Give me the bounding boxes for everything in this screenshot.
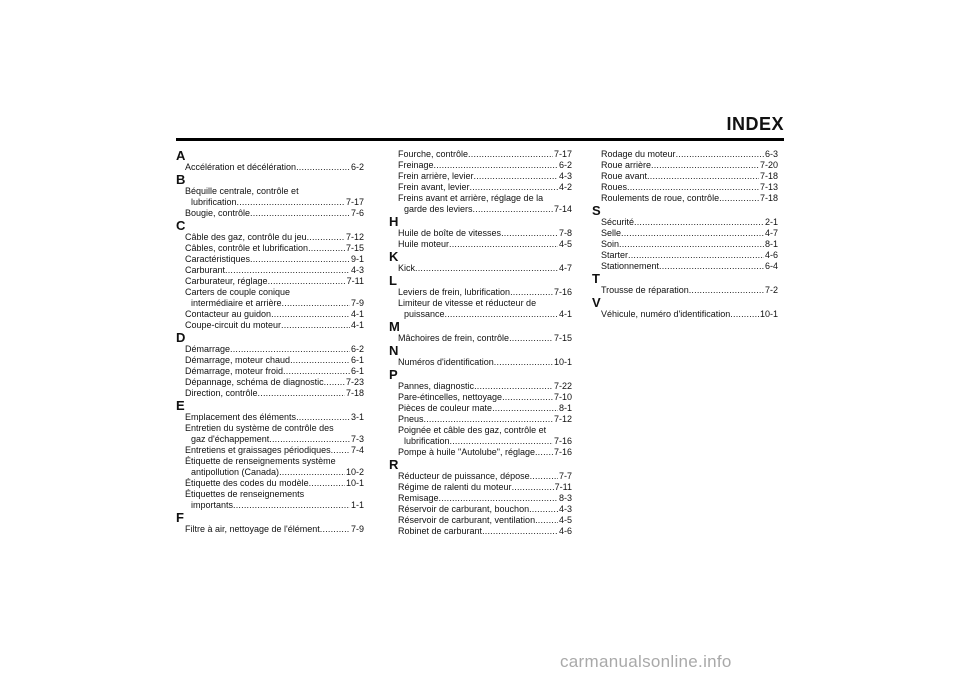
dot-leader [719, 193, 759, 204]
index-entry-text: Mâchoires de frein, contrôle [398, 333, 510, 343]
index-entry [176, 186, 364, 208]
index-entry-page: 8-1 [558, 403, 572, 413]
index-entry [389, 263, 572, 274]
index-entry-page: 4-5 [558, 515, 572, 525]
index-entry-text: Réservoir de carburant, ventilation [398, 515, 536, 525]
index-entry-text: Démarrage, moteur chaud [185, 355, 291, 365]
index-entry-text: Entretiens et graissages périodiques [185, 445, 331, 455]
dot-leader [619, 239, 764, 250]
index-entry-page: 7-22 [553, 381, 572, 391]
index-entry-text: intermédiaire et arrière [191, 298, 282, 308]
index-column-2 [389, 149, 572, 537]
index-entry-text: Starter [601, 250, 629, 260]
dot-leader [535, 447, 553, 458]
index-entry-text: Freinage [398, 160, 434, 170]
dot-leader [331, 445, 350, 456]
index-entry-page: 7-16 [553, 287, 572, 297]
index-entry-page: 4-6 [764, 250, 778, 260]
index-entry-page: 6-1 [350, 366, 364, 376]
index-letter-r: R [389, 457, 399, 472]
index-entry [592, 149, 778, 160]
dot-leader [676, 149, 764, 160]
index-entry-page: 1-1 [350, 500, 364, 510]
index-letter-e: E [176, 398, 185, 413]
index-entry-text: lubrification [404, 436, 450, 446]
index-entry [389, 298, 572, 320]
index-entry-text: Pare-étincelles, nettoyage [398, 392, 503, 402]
index-entry [592, 160, 778, 171]
index-entry-text: Contacteur au guidon [185, 309, 272, 319]
dot-leader [250, 254, 350, 265]
index-entry [389, 504, 572, 515]
dot-leader [258, 388, 345, 399]
index-entry-text: Carburateur, réglage [185, 276, 268, 286]
dot-leader [434, 160, 558, 171]
index-entry [592, 285, 778, 296]
dot-leader [621, 228, 764, 239]
index-entry-text: Câbles, contrôle et lubrification [185, 243, 309, 253]
index-entry-text: lubrification [191, 197, 237, 207]
index-entry-text: Frein arrière, levier [398, 171, 474, 181]
index-entry [176, 456, 364, 478]
dot-leader [308, 243, 345, 254]
index-letter-p: P [389, 367, 398, 382]
index-entry-line: Étiquette de renseignements système [185, 456, 336, 466]
index-entry-text: Filtre à air, nettoyage de l'élément [185, 524, 320, 534]
index-entry-page: 10-1 [759, 309, 778, 319]
index-entry-line: Limiteur de vitesse et réducteur de [398, 298, 537, 308]
index-entry-line: Freins avant et arrière, réglage de la [398, 193, 544, 203]
index-entry [592, 250, 778, 261]
index-entry-text: Roue arrière [601, 160, 652, 170]
index-entry [592, 217, 778, 228]
index-entry-page: 2-1 [764, 217, 778, 227]
dot-leader [470, 182, 558, 193]
index-entry-text: Caractéristiques [185, 254, 251, 264]
index-entry [389, 471, 572, 482]
index-entry-page: 6-3 [764, 149, 778, 159]
index-entry [176, 355, 364, 366]
dot-leader [509, 333, 553, 344]
index-entry-page: 7-18 [759, 193, 778, 203]
dot-leader [230, 344, 350, 355]
index-entry-text: Câble des gaz, contrôle du jeu [185, 232, 307, 242]
dot-leader [237, 197, 345, 208]
watermark: carmanualsonline.info [560, 652, 732, 671]
index-entry-text: antipollution (Canada) [191, 467, 280, 477]
dot-leader [415, 263, 558, 274]
index-entry-page: 7-18 [759, 171, 778, 181]
index-entry-text: Roue avant [601, 171, 648, 181]
dot-leader [492, 403, 558, 414]
index-letter-d: D [176, 330, 186, 345]
dot-leader [268, 276, 346, 287]
index-entry-page: 7-23 [345, 377, 364, 387]
index-entry-page: 7-11 [554, 482, 572, 492]
index-entry-text: Véhicule, numéro d'identification [601, 309, 731, 319]
dot-leader [279, 467, 345, 478]
dot-leader [250, 208, 350, 219]
index-entry [176, 287, 364, 309]
index-entry [176, 344, 364, 355]
index-entry-page: 7-12 [553, 414, 572, 424]
index-entry-page: 8-3 [558, 493, 572, 503]
index-entry-text: gaz d'échappement [191, 434, 270, 444]
index-entry-text: Étiquette des codes du modèle [185, 478, 309, 488]
index-entry-page: 7-7 [558, 471, 572, 481]
index-entry-page: 7-9 [350, 524, 364, 534]
page-title: INDEX [726, 114, 784, 134]
index-entry-text: Rodage du moteur [601, 149, 676, 159]
index-entry-page: 4-3 [558, 171, 572, 181]
dot-leader [450, 436, 553, 447]
index-entry-text: Trousse de réparation [601, 285, 689, 295]
index-entry-text: Pannes, diagnostic [398, 381, 475, 391]
index-entry-page: 7-10 [553, 392, 572, 402]
dot-leader [501, 228, 558, 239]
index-letter-a: A [176, 148, 186, 163]
index-entry-page: 7-14 [553, 204, 572, 214]
index-entry [176, 276, 364, 287]
index-entry-page: 4-1 [350, 309, 364, 319]
dot-leader [474, 171, 558, 182]
index-entry [176, 377, 364, 388]
index-entry-text: Dépannage, schéma de diagnostic [185, 377, 324, 387]
index-entry [389, 171, 572, 182]
index-entry-text: Stationnement [601, 261, 660, 271]
index-entry-page: 7-16 [553, 447, 572, 457]
index-entry-text: Leviers de frein, lubrification [398, 287, 511, 297]
index-entry-text: puissance [404, 309, 445, 319]
index-letter-v: V [592, 295, 601, 310]
dot-leader [320, 524, 350, 535]
dot-leader [510, 287, 553, 298]
index-entry [176, 412, 364, 423]
index-entry [389, 482, 572, 493]
index-entry-page: 10-1 [345, 478, 364, 488]
index-entry-line: Carters de couple conique [185, 287, 291, 297]
dot-leader [689, 285, 764, 296]
dot-leader [307, 232, 345, 243]
index-column-3 [592, 149, 778, 320]
index-entry-page: 7-11 [346, 276, 364, 286]
index-entry-text: Pièces de couleur mate [398, 403, 493, 413]
index-entry-page: 4-1 [558, 309, 572, 319]
index-entry [592, 228, 778, 239]
index-entry-line: Béquille centrale, contrôle et [185, 186, 299, 196]
index-entry-page: 7-17 [553, 149, 572, 159]
index-entry [389, 392, 572, 403]
dot-leader [324, 377, 345, 388]
index-entry-page: 7-15 [345, 243, 364, 253]
dot-leader [535, 515, 558, 526]
dot-leader [309, 478, 345, 489]
index-entry-text: importants [191, 500, 234, 510]
index-entry [176, 366, 364, 377]
dot-leader [233, 500, 350, 511]
index-entry [176, 309, 364, 320]
index-entry-page: 7-17 [345, 197, 364, 207]
index-entry-page: 7-15 [553, 333, 572, 343]
index-entry [592, 261, 778, 272]
index-entry-page: 10-2 [345, 467, 364, 477]
index-entry [389, 160, 572, 171]
index-entry-page: 7-3 [350, 434, 364, 444]
index-entry [389, 425, 572, 447]
dot-leader [628, 250, 764, 261]
dot-leader [468, 149, 553, 160]
index-entry-page: 8-1 [764, 239, 778, 249]
index-entry-page: 7-18 [345, 388, 364, 398]
index-entry-page: 7-9 [350, 298, 364, 308]
index-entry-text: Emplacement des éléments [185, 412, 297, 422]
index-entry [176, 423, 364, 445]
dot-leader [634, 217, 764, 228]
index-entry [389, 287, 572, 298]
index-entry [592, 171, 778, 182]
index-entry-text: Réservoir de carburant, bouchon [398, 504, 530, 514]
dot-leader [449, 239, 558, 250]
dot-leader [281, 320, 350, 331]
index-entry-page: 6-2 [558, 160, 572, 170]
index-letter-m: M [389, 319, 400, 334]
dot-leader [482, 526, 558, 537]
index-entry-text: Direction, contrôle [185, 388, 258, 398]
index-entry [389, 149, 572, 160]
index-entry-text: Coupe-circuit du moteur [185, 320, 282, 330]
index-entry [176, 524, 364, 535]
dot-leader [529, 504, 558, 515]
index-entry-page: 4-3 [350, 265, 364, 275]
index-entry-text: Remisage [398, 493, 439, 503]
index-entry [176, 478, 364, 489]
index-entry-line: Entretien du système de contrôle des [185, 423, 334, 433]
index-entry-text: Réducteur de puissance, dépose [398, 471, 530, 481]
index-entry-page: 6-2 [350, 344, 364, 354]
index-letter-n: N [389, 343, 399, 358]
dot-leader [445, 309, 558, 320]
index-entry [389, 381, 572, 392]
index-entry [176, 232, 364, 243]
index-entry-page: 7-6 [350, 208, 364, 218]
index-entry-page: 4-6 [558, 526, 572, 536]
index-entry-page: 7-4 [350, 445, 364, 455]
dot-leader [530, 471, 558, 482]
dot-leader [282, 298, 350, 309]
dot-leader [290, 355, 350, 366]
index-entry-text: Bougie, contrôle [185, 208, 251, 218]
dot-leader [283, 366, 350, 377]
index-letter-l: L [389, 273, 397, 288]
index-entry-page: 7-8 [558, 228, 572, 238]
index-entry [176, 243, 364, 254]
index-entry-text: Robinet de carburant [398, 526, 483, 536]
dot-leader [627, 182, 759, 193]
index-entry [389, 526, 572, 537]
dot-leader [439, 493, 558, 504]
index-entry-page: 4-3 [558, 504, 572, 514]
index-entry [592, 239, 778, 250]
index-entry [592, 193, 778, 204]
index-entry-text: Fourche, contrôle [398, 149, 469, 159]
index-entry-page: 4-5 [558, 239, 572, 249]
index-entry-text: Huile moteur [398, 239, 450, 249]
dot-leader [271, 309, 350, 320]
dot-leader [730, 309, 759, 320]
index-entry [176, 445, 364, 456]
index-entry-page: 10-1 [553, 357, 572, 367]
index-entry-page: 7-16 [553, 436, 572, 446]
index-entry-page: 4-7 [764, 228, 778, 238]
index-entry-text: Accélération et décélération [185, 162, 297, 172]
index-entry-text: Frein avant, levier [398, 182, 470, 192]
dot-leader [647, 171, 759, 182]
dot-leader [473, 204, 553, 215]
index-entry-text: Démarrage [185, 344, 231, 354]
index-entry-page: 4-2 [558, 182, 572, 192]
index-column-1 [176, 149, 364, 535]
index-entry [389, 493, 572, 504]
title-rule [176, 138, 784, 141]
index-letter-k: K [389, 249, 399, 264]
dot-leader [225, 265, 350, 276]
index-letter-h: H [389, 214, 399, 229]
index-entry-text: Roues [601, 182, 628, 192]
index-entry [389, 403, 572, 414]
index-entry-page: 7-13 [759, 182, 778, 192]
index-entry-text: Pneus [398, 414, 424, 424]
index-entry [176, 208, 364, 219]
index-entry-text: garde des leviers [404, 204, 473, 214]
index-entry [389, 357, 572, 368]
index-entry [176, 254, 364, 265]
dot-leader [296, 162, 350, 173]
dot-leader [494, 357, 553, 368]
index-entry-line: Poignée et câble des gaz, contrôle et [398, 425, 547, 435]
index-entry-page: 7-20 [759, 160, 778, 170]
index-entry [176, 162, 364, 173]
index-entry-text: Régime de ralenti du moteur [398, 482, 512, 492]
index-entry [176, 388, 364, 399]
index-letter-c: C [176, 218, 186, 233]
index-entry-page: 6-1 [350, 355, 364, 365]
index-entry [592, 182, 778, 193]
index-entry-text: Carburant [185, 265, 226, 275]
index-entry-page: 4-7 [558, 263, 572, 273]
index-entry [389, 228, 572, 239]
index-entry [389, 333, 572, 344]
index-entry-page: 7-2 [764, 285, 778, 295]
index-entry-text: Pompe à huile "Autolube", réglage [398, 447, 535, 457]
index-entry-page: 3-1 [350, 412, 364, 422]
index-entry [389, 239, 572, 250]
index-letter-f: F [176, 510, 184, 525]
index-entry-text: Huile de boîte de vitesses [398, 228, 502, 238]
index-entry-page: 9-1 [350, 254, 364, 264]
index-entry [592, 309, 778, 320]
index-entry [176, 320, 364, 331]
dot-leader [651, 160, 759, 171]
dot-leader [512, 482, 554, 493]
index-entry [389, 515, 572, 526]
dot-leader [659, 261, 764, 272]
index-entry-page: 4-1 [350, 320, 364, 330]
index-entry-text: Kick [398, 263, 416, 273]
index-entry [176, 489, 364, 511]
index-letter-s: S [592, 203, 601, 218]
dot-leader [269, 434, 350, 445]
index-letter-t: T [592, 271, 600, 286]
index-entry-text: Sécurité [601, 217, 635, 227]
index-entry-line: Étiquettes de renseignements [185, 489, 305, 499]
index-entry-page: 7-12 [345, 232, 364, 242]
index-entry-text: Numéros d'identification [398, 357, 494, 367]
index-entry-text: Soin [601, 239, 620, 249]
index-entry-text: Roulements de roue, contrôle [601, 193, 720, 203]
index-entry [389, 182, 572, 193]
dot-leader [296, 412, 350, 423]
index-entry-text: Démarrage, moteur froid [185, 366, 284, 376]
dot-leader [502, 392, 553, 403]
dot-leader [474, 381, 553, 392]
index-entry [389, 414, 572, 425]
index-entry [389, 193, 572, 215]
dot-leader [424, 414, 553, 425]
index-letter-b: B [176, 172, 186, 187]
index-entry-page: 6-2 [350, 162, 364, 172]
index-entry [389, 447, 572, 458]
index-entry [176, 265, 364, 276]
index-entry-text: Selle [601, 228, 622, 238]
index-entry-page: 6-4 [764, 261, 778, 271]
